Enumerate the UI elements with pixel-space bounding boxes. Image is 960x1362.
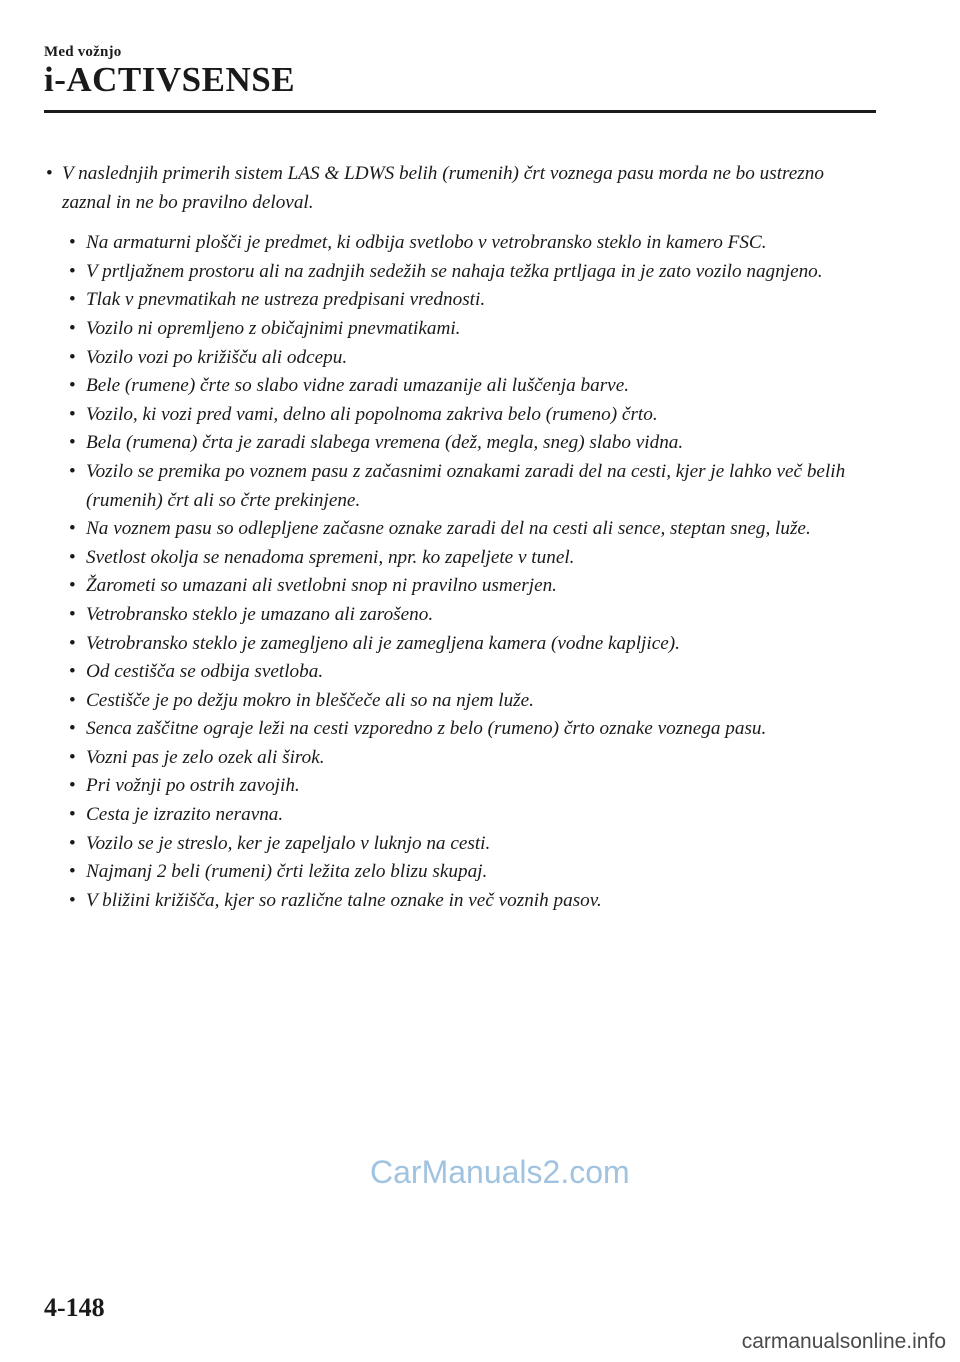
list-item-text: Cestišče je po dežju mokro in bleščeče ali so na njem luže. — [86, 689, 534, 711]
list-item-text: Tlak v pnevmatikah ne ustreza predpisani vrednosti. — [86, 289, 486, 311]
list-item-text: Vetrobransko steklo je umazano ali zarošeno. — [86, 603, 434, 625]
list-item — [46, 658, 876, 687]
list-item-text: Vozilo se premika po voznem pasu z začasnimi oznakami zaradi del na cesti, kjer je lahko več belih (rumenih) črt ali so črte prekinjene. — [86, 460, 846, 511]
list-item-text: Najmanj 2 beli (rumeni) črti ležita zelo blizu skupaj. — [86, 861, 488, 883]
bullet-dot: • — [69, 661, 76, 683]
bullet-dot: • — [69, 746, 76, 768]
list-item — [46, 887, 876, 916]
list-item — [46, 372, 876, 401]
bullet-dot: • — [69, 546, 76, 568]
list-item-text: V prtljažnem prostoru ali na zadnjih sedežih se nahaja težka prtljaga in je zato vozilo nagnjeno. — [86, 260, 823, 282]
bullet-dot: • — [69, 603, 76, 625]
bullet-dot: • — [69, 260, 76, 282]
list-item — [46, 601, 876, 630]
list-item-text: Senca zaščitne ograje leži na cesti vzporedno z belo (rumeno) črto oznake voznega pasu. — [86, 718, 767, 740]
list-item — [46, 544, 876, 573]
list-item-text: Od cestišča se odbija svetloba. — [86, 661, 324, 683]
list-item — [46, 229, 876, 258]
list-item-text: Cesta je izrazito neravna. — [86, 804, 284, 826]
list-item — [46, 286, 876, 315]
list-item-text: Žarometi so umazani ali svetlobni snop ni pravilno usmerjen. — [86, 575, 557, 597]
list-item-text: Vozilo ni opremljeno z običajnimi pnevmatikami. — [86, 317, 461, 339]
bullet-dot: • — [69, 689, 76, 711]
list-item-text: Vozni pas je zelo ozek ali širok. — [86, 746, 325, 768]
list-item — [46, 458, 876, 515]
list-item-text: Svetlost okolja se nenadoma spremeni, npr. ko zapeljete v tunel. — [86, 546, 575, 568]
section-label: Med vožnjo — [44, 44, 122, 60]
bullet-dot: • — [69, 289, 76, 311]
bullet-dot: • — [69, 403, 76, 425]
list-item — [46, 687, 876, 716]
header-rule — [44, 110, 876, 113]
list-item — [46, 315, 876, 344]
list-item — [46, 429, 876, 458]
bullet-dot: • — [69, 317, 76, 339]
page-title: i-ACTIVSENSE — [44, 60, 296, 99]
list-item-text: Pri vožnji po ostrih zavojih. — [86, 775, 300, 797]
list-item — [46, 258, 876, 287]
bullet-dot: • — [69, 375, 76, 397]
list-item — [46, 715, 876, 744]
bullet-dot: • — [69, 432, 76, 454]
list-item — [46, 830, 876, 859]
list-item-text: Na armaturni plošči je predmet, ki odbija svetlobo v vetrobransko steklo in kamero FSC. — [86, 232, 767, 254]
list-item — [46, 744, 876, 773]
list-item — [46, 858, 876, 887]
bullet-dot: • — [46, 163, 53, 184]
bullet-dot: • — [69, 575, 76, 597]
bullet-dot: • — [69, 775, 76, 797]
list-item-text: Bele (rumene) črte so slabo vidne zaradi umazanije ali luščenja barve. — [86, 375, 630, 397]
bullet-dot: • — [69, 632, 76, 654]
list-item-text: Vozilo, ki vozi pred vami, delno ali popolnoma zakriva belo (rumeno) črto. — [86, 403, 658, 425]
bullet-dot: • — [69, 804, 76, 826]
bullet-dot: • — [69, 232, 76, 254]
list-item — [46, 801, 876, 830]
bullet-dot: • — [69, 346, 76, 368]
bullet-dot: • — [69, 718, 76, 740]
list-item-text: Vetrobransko steklo je zamegljeno ali je zamegljena kamera (vodne kapljice). — [86, 632, 680, 654]
list-item — [46, 572, 876, 601]
content — [46, 160, 876, 915]
footer-watermark: carmanualsonline.info — [741, 1330, 946, 1353]
bullet-dot: • — [69, 518, 76, 540]
main-bullet — [46, 160, 876, 217]
bullet-dot: • — [69, 832, 76, 854]
list-item-text: Vozilo se je streslo, ker je zapeljalo v luknjo na cesti. — [86, 832, 491, 854]
bullet-dot: • — [69, 889, 76, 911]
list-item-text: Vozilo vozi po križišču ali odcepu. — [86, 346, 348, 368]
watermark-logo: CarManuals2.com — [370, 1154, 630, 1190]
list-item — [46, 630, 876, 659]
list-item — [46, 772, 876, 801]
list-item — [46, 344, 876, 373]
list-item-text: Bela (rumena) črta je zaradi slabega vremena (dež, megla, sneg) slabo vidna. — [86, 432, 684, 454]
bullet-dot: • — [69, 861, 76, 883]
page-number: 4-148 — [44, 1293, 105, 1322]
list-item — [46, 515, 876, 544]
condition-list — [46, 229, 876, 915]
list-item-text: Na voznem pasu so odlepljene začasne oznake zaradi del na cesti ali sence, steptan sneg, luže. — [86, 518, 811, 540]
list-item — [46, 401, 876, 430]
list-item-text: V bližini križišča, kjer so različne talne oznake in več voznih pasov. — [86, 889, 602, 911]
bullet-dot: • — [69, 460, 76, 482]
intro-text: V naslednjih primerih sistem LAS & LDWS belih (rumenih) črt voznega pasu morda ne bo ustrezno zaznal in ne bo pravilno deloval. — [62, 163, 824, 213]
